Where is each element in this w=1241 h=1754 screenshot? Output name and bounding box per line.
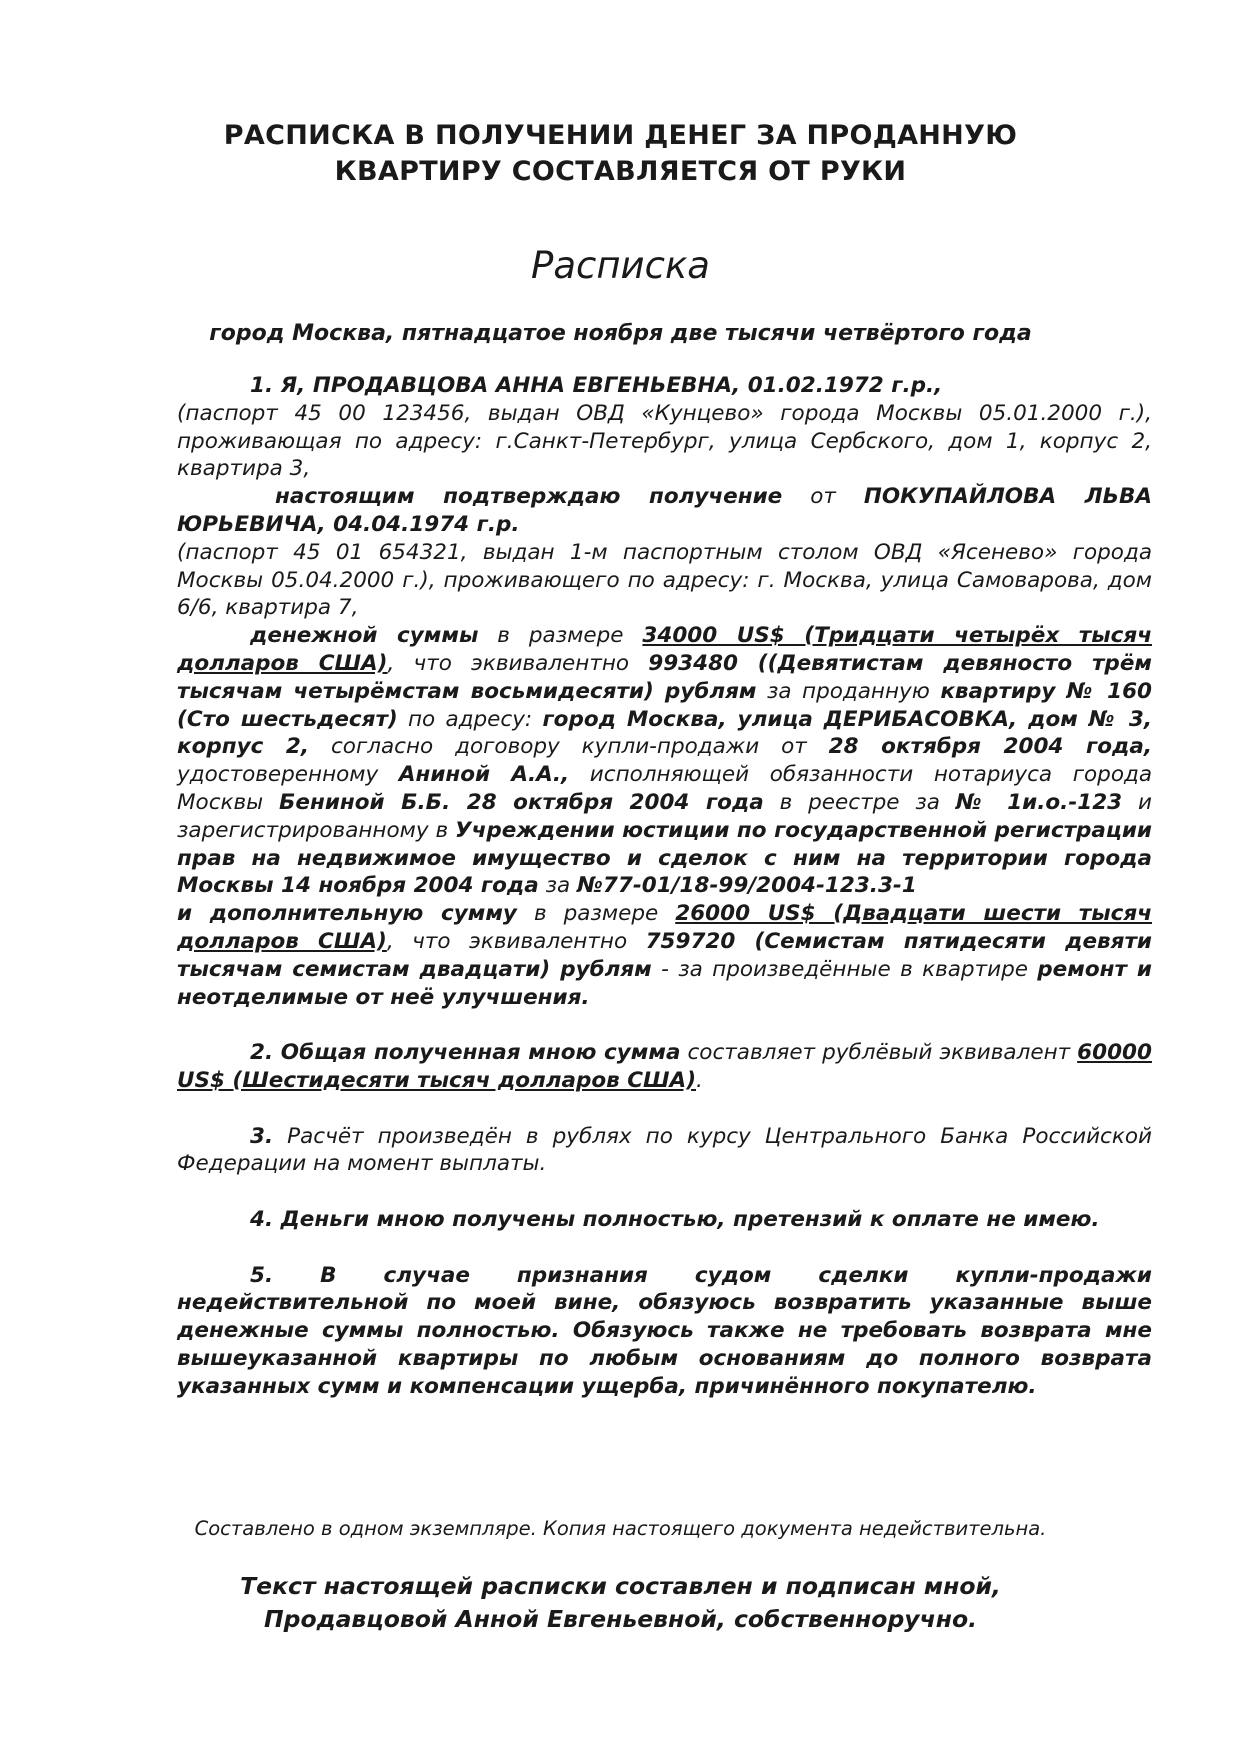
buyer-name: ПОКУПАЙЛОВА ЛЬВА ЮРЬЕВИЧА, 04.04.1974 г.р.	[177, 484, 1152, 537]
clause-3	[177, 1123, 1152, 1179]
amount-rub-1: 993480 ((Девятистам девяносто трём тысячам четырёмстам восьмидесяти) рублям	[177, 650, 1152, 704]
amount-usd-1: 34000 US$ (Тридцати четырёх тысяч долларов США)	[177, 623, 1152, 676]
document-body	[177, 372, 1152, 1400]
clause-1-buyer-details: (паспорт 45 01 654321, выдан 1-м паспортным столом ОВД «Ясенево» города Москвы 05.04.2000 г.), проживающего по адресу: г. Москва, улица Самоварова, дом 6/6, квартира 7,	[177, 539, 1152, 621]
clause-5: 5. В случае признания судом сделки купли-продажи недействительной по моей вине, обязуюсь возвратить указанные выше денежные суммы полностью. Обязуюсь также не требовать возврата мне вышеуказанной квартиры по любым основаниям до полного возврата указанных сумм и компенсации ущерба, причинённого покупателю.	[177, 1262, 1152, 1399]
at-address-text: по адресу:	[397, 706, 543, 732]
closing-line-2: Продавцовой Анной Евгеньевной, собственноручно.	[263, 1605, 978, 1633]
clause-1-confirmation	[177, 483, 1152, 539]
money-label: денежной суммы	[250, 623, 479, 649]
clause-1-additional	[177, 900, 1152, 1011]
per-contract-text: согласно договору купли-продажи от	[309, 734, 829, 760]
clause-1-amounts	[177, 622, 1152, 900]
equiv-text-2: , что эквивалентно	[386, 928, 646, 954]
clause-1-seller-details: (паспорт 45 00 123456, выдан ОВД «Кунцево» города Москвы 05.01.2000 г.), проживающая по адресу: г.Санкт-Петербург, улица Сербского, дом 1, корпус 2, квартира 3,	[177, 400, 1152, 482]
amount-usd-2: 26000 US$ (Двадцати шести тысяч долларов США)	[177, 901, 1152, 954]
clause-2-end: .	[696, 1067, 703, 1093]
certified-text: удостоверенному	[177, 762, 399, 788]
document-title: Расписка	[531, 244, 710, 287]
acting-duties-text: исполняющей обязанности нотариуса города Москвы	[177, 762, 1153, 815]
closing-statement	[0, 1570, 1241, 1636]
notary-name: Бениной Б.Б. 28 октября 2004 года	[279, 789, 764, 815]
from-text: от	[782, 484, 864, 510]
registration-authority: Учреждении юстиции по государственной регистрации прав на недвижимое имущество и сделок с ним на территории города Москвы 14 ноября 2004 года	[177, 817, 1152, 899]
heading-line-2: КВАРТИРУ СОСТАВЛЯЕТСЯ ОТ РУКИ	[334, 156, 907, 187]
clause-2-lead: 2. Общая полученная мною сумма	[250, 1040, 681, 1066]
reg-for-text: за	[538, 873, 578, 899]
clause-3-text: Расчёт произведён в рублях по курсу Центрального Банка Российской Федерации на момент выплаты.	[177, 1123, 1152, 1177]
additional-label: и дополнительную сумму	[177, 901, 517, 927]
in-amount-text-2: в размере	[516, 901, 676, 927]
in-amount-text: в размере	[478, 623, 643, 649]
repair-text: ремонт и неотделимые от неё улучшения.	[177, 956, 1152, 1010]
closing-line-1: Текст настоящей расписки составлен и подписан мной,	[240, 1572, 1001, 1600]
contract-date: 28 октября 2004 года,	[828, 734, 1152, 760]
registration-number: №77-01/18-99/2004-123.3-1	[577, 873, 917, 899]
clause-2-text: составляет рублёвый эквивалент	[680, 1040, 1078, 1066]
apartment-number: квартиру № 160 (Сто шестьдесят)	[177, 678, 1152, 732]
seller-name: 1. Я, ПРОДАВЦОВА АННА ЕВГЕНЬЕВНА, 01.02.1972 г.р.,	[250, 373, 943, 398]
document-heading	[0, 118, 1241, 190]
amount-rub-2: 759720 (Семистам пятидесяти девяти тысячам семистам двадцати) рублям	[177, 928, 1152, 982]
heading-line-1: РАСПИСКА В ПОЛУЧЕНИИ ДЕНЕГ ЗА ПРОДАННУЮ	[223, 120, 1018, 151]
clause-2	[177, 1039, 1152, 1095]
place-date-line: город Москва, пятнадцатое ноября две тысячи четвёртого года	[209, 321, 1032, 346]
confirm-text: настоящим подтверждаю получение	[275, 484, 783, 510]
clause-4: 4. Деньги мною получены полностью, претензий к оплате не имею.	[250, 1206, 1100, 1232]
apartment-address: город Москва, улица ДЕРИБАСОВКА, дом № 3, корпус 2,	[177, 706, 1153, 760]
for-sold-text: за проданную	[756, 678, 941, 704]
registered-in-text: и зарегистрированному в	[177, 789, 1152, 843]
total-amount: 60000 US$ (Шестидесяти тысяч долларов США)	[177, 1040, 1152, 1093]
notary-acting: Аниной А.А.,	[398, 762, 570, 788]
footer-note: Составлено в одном экземпляре. Копия настоящего документа недействительна.	[194, 1517, 1047, 1540]
clause-1-seller	[177, 372, 1152, 400]
clause-3-number: 3.	[250, 1123, 274, 1149]
in-registry-text: в реестре за	[763, 789, 956, 815]
equiv-text-1: , что эквивалентно	[387, 650, 649, 676]
for-repair-text: - за произведённые в квартире	[651, 956, 1038, 982]
registry-number: № 1и.о.-123	[955, 789, 1123, 815]
